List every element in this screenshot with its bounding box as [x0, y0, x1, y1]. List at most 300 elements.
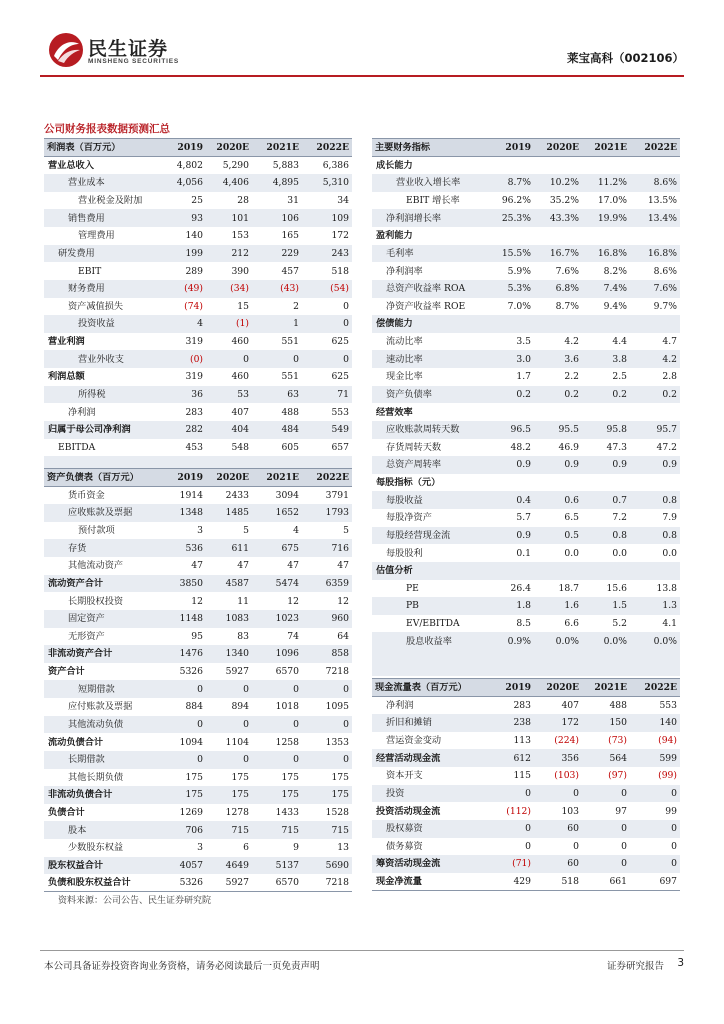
row-label: EBIT — [44, 262, 160, 280]
table-cell: 5,883 — [252, 157, 302, 175]
table-cell: 0 — [160, 716, 206, 734]
row-label: 总资产周转率 — [372, 456, 488, 474]
table-cell: 8.6% — [630, 262, 680, 280]
financial-ratios-table — [372, 138, 680, 676]
table-cell: 6.5 — [534, 509, 582, 527]
row-label: 营业利润 — [44, 333, 160, 351]
table-row — [372, 315, 680, 333]
table-cell: 47 — [252, 557, 302, 575]
table-cell: 18.7 — [534, 580, 582, 598]
table-row — [372, 280, 680, 298]
table-cell: 319 — [160, 368, 206, 386]
table-cell: 518 — [534, 873, 582, 891]
table-cell: 95 — [160, 628, 206, 646]
table-cell: 140 — [630, 714, 680, 732]
table-cell: 3.5 — [488, 333, 534, 351]
table-cell: 5.7 — [488, 509, 534, 527]
table-cell: 13.4% — [630, 209, 680, 227]
table-cell: 106 — [252, 209, 302, 227]
table-cell: 47 — [302, 557, 352, 575]
table-cell: 716 — [302, 539, 352, 557]
table-cell: 4587 — [206, 575, 252, 593]
table-cell: 282 — [160, 421, 206, 439]
table-cell: 488 — [252, 403, 302, 421]
table-row — [372, 580, 680, 598]
table-row — [372, 209, 680, 227]
table-cell: 536 — [160, 539, 206, 557]
table-row — [44, 645, 352, 663]
table-cell: (43) — [252, 280, 302, 298]
table-cell: 6.8% — [534, 280, 582, 298]
table-cell: 7218 — [302, 663, 352, 681]
table-cell: 0.0 — [630, 544, 680, 562]
table-cell: 175 — [252, 769, 302, 787]
table-cell: 2433 — [206, 487, 252, 505]
table-cell: 0.9 — [534, 456, 582, 474]
table-cell: 199 — [160, 245, 206, 263]
table-cell: 429 — [488, 873, 534, 891]
table-cell: 115 — [488, 767, 534, 785]
table-cell: 1528 — [302, 804, 352, 822]
table-cell: 4,895 — [252, 174, 302, 192]
row-label: 净资产收益率 ROE — [372, 298, 488, 316]
table-cell: 4.1 — [630, 615, 680, 633]
row-label: 所得税 — [44, 386, 160, 404]
table-cell: 0.6 — [534, 491, 582, 509]
row-label: 股权募资 — [372, 820, 488, 838]
year-header: 2022E — [630, 679, 680, 697]
spacer-cell — [372, 650, 488, 676]
page-header — [40, 28, 684, 76]
header-divider — [40, 75, 684, 77]
table-row — [44, 192, 352, 210]
table-cell: 5.9% — [488, 262, 534, 280]
row-label: 估值分析 — [372, 562, 488, 580]
row-label: 现金净流量 — [372, 873, 488, 891]
row-label: 总资产收益率 ROA — [372, 280, 488, 298]
table-cell: 551 — [252, 333, 302, 351]
table-row — [372, 491, 680, 509]
table-cell: 0 — [488, 820, 534, 838]
table-cell: 1104 — [206, 733, 252, 751]
table-cell: 4 — [160, 315, 206, 333]
left-financial-table — [44, 138, 352, 482]
table-cell: 25 — [160, 192, 206, 210]
table-cell: 2.2 — [534, 368, 582, 386]
footer-label: 证券研究报告 — [606, 961, 664, 972]
table-cell: 165 — [252, 227, 302, 245]
row-label: 资产减值损失 — [44, 298, 160, 316]
table-cell: 0.8 — [630, 491, 680, 509]
table-cell: 96.5 — [488, 421, 534, 439]
company-logo — [48, 32, 208, 72]
table-cell: 453 — [160, 439, 206, 457]
row-label: 筹资活动现金流 — [372, 855, 488, 873]
table-cell: 4.7 — [630, 333, 680, 351]
table-cell: 0.9% — [488, 632, 534, 650]
row-label: 预付款项 — [44, 522, 160, 540]
row-label: 营业总收入 — [44, 157, 160, 175]
table-row — [44, 298, 352, 316]
table-cell: 140 — [160, 227, 206, 245]
row-label: 净利润 — [372, 697, 488, 715]
table-cell: 9 — [252, 839, 302, 857]
table-cell: 0 — [582, 838, 630, 856]
cashflow-title: 现金流量表（百万元） — [372, 679, 488, 697]
table-cell: 47.3 — [582, 439, 630, 457]
table-row — [44, 439, 352, 457]
table-cell: 6359 — [302, 575, 352, 593]
balance-body — [44, 487, 352, 892]
table-cell: 16.8% — [630, 245, 680, 263]
year-header: 2022E — [302, 139, 352, 157]
table-cell: 1269 — [160, 804, 206, 822]
table-row — [44, 227, 352, 245]
table-row — [44, 487, 352, 505]
table-cell — [582, 157, 630, 175]
row-label: 盈利能力 — [372, 227, 488, 245]
table-cell: 47.2 — [630, 439, 680, 457]
table-row — [372, 157, 680, 175]
table-cell: 0 — [252, 680, 302, 698]
table-cell: 13.8 — [630, 580, 680, 598]
table-row — [44, 157, 352, 175]
table-row — [372, 820, 680, 838]
balance-title: 资产负债表（百万元） — [44, 469, 160, 487]
table-cell — [534, 562, 582, 580]
table-cell: 175 — [252, 786, 302, 804]
table-row — [44, 769, 352, 787]
footer-disclaimer: 本公司具备证券投资咨询业务资格，请务必阅读最后一页免责声明 — [44, 961, 320, 972]
table-cell: 1793 — [302, 504, 352, 522]
table-cell: 6570 — [252, 663, 302, 681]
table-cell: 1476 — [160, 645, 206, 663]
table-cell: 8.7% — [488, 174, 534, 192]
table-cell: 3 — [160, 522, 206, 540]
table-cell: 12 — [160, 592, 206, 610]
table-cell: (49) — [160, 280, 206, 298]
table-cell: 697 — [630, 873, 680, 891]
table-cell: 4057 — [160, 857, 206, 875]
row-label: 管理费用 — [44, 227, 160, 245]
row-label: 无形资产 — [44, 628, 160, 646]
row-label: 长期借款 — [44, 751, 160, 769]
table-cell: 1148 — [160, 610, 206, 628]
table-cell: 4,406 — [206, 174, 252, 192]
table-cell: 1 — [252, 315, 302, 333]
table-row — [372, 544, 680, 562]
table-cell: 0 — [302, 716, 352, 734]
table-cell: 175 — [206, 769, 252, 787]
table-cell: 103 — [534, 802, 582, 820]
table-cell — [630, 403, 680, 421]
table-cell — [488, 315, 534, 333]
table-cell: 1433 — [252, 804, 302, 822]
table-cell: 1.3 — [630, 597, 680, 615]
table-cell: 7218 — [302, 874, 352, 892]
table-cell — [630, 157, 680, 175]
year-header: 2020E — [206, 469, 252, 487]
table-row — [44, 821, 352, 839]
table-cell: 407 — [534, 697, 582, 715]
table-cell: 0 — [534, 838, 582, 856]
table-cell: 661 — [582, 873, 630, 891]
table-cell: 153 — [206, 227, 252, 245]
table-cell — [630, 315, 680, 333]
table-cell: (71) — [488, 855, 534, 873]
table-cell: 3 — [160, 839, 206, 857]
section-title: 公司财务报表数据预测汇总 — [44, 123, 170, 135]
table-cell: 0.8 — [582, 527, 630, 545]
table-row — [44, 874, 352, 892]
row-label: 财务费用 — [44, 280, 160, 298]
table-cell: 1914 — [160, 487, 206, 505]
table-cell: 6570 — [252, 874, 302, 892]
table-cell: 175 — [160, 786, 206, 804]
table-row — [44, 174, 352, 192]
row-label: 偿债能力 — [372, 315, 488, 333]
table-cell: 48.2 — [488, 439, 534, 457]
table-cell: 0 — [302, 315, 352, 333]
row-label: 每股净资产 — [372, 509, 488, 527]
table-cell: 95.8 — [582, 421, 630, 439]
row-label: 现金比率 — [372, 368, 488, 386]
row-label: 非流动资产合计 — [44, 645, 160, 663]
table-row — [44, 839, 352, 857]
row-label: 营业成本 — [44, 174, 160, 192]
table-cell: 0 — [206, 350, 252, 368]
table-cell: 5 — [206, 522, 252, 540]
cashflow-table — [372, 678, 680, 891]
table-row — [44, 857, 352, 875]
row-label: EV/EBITDA — [372, 615, 488, 633]
table-cell — [582, 474, 630, 492]
table-cell: 109 — [302, 209, 352, 227]
table-cell: (54) — [302, 280, 352, 298]
row-label: 流动资产合计 — [44, 575, 160, 593]
table-cell: 71 — [302, 386, 352, 404]
table-cell: 894 — [206, 698, 252, 716]
table-cell: 172 — [302, 227, 352, 245]
table-row — [44, 315, 352, 333]
table-cell — [630, 474, 680, 492]
table-cell: 3850 — [160, 575, 206, 593]
table-row — [44, 333, 352, 351]
table-cell: 28 — [206, 192, 252, 210]
table-row — [372, 456, 680, 474]
table-cell: 1094 — [160, 733, 206, 751]
table-cell: 3.6 — [534, 350, 582, 368]
table-row — [44, 403, 352, 421]
table-cell: 0 — [206, 680, 252, 698]
table-cell — [630, 562, 680, 580]
table-cell: (0) — [160, 350, 206, 368]
table-cell: 0 — [252, 716, 302, 734]
table-cell: 0.2 — [488, 386, 534, 404]
table-row — [372, 245, 680, 263]
table-cell: 19.9% — [582, 209, 630, 227]
table-row — [44, 733, 352, 751]
table-cell: 0 — [302, 298, 352, 316]
row-label: 资产负债率 — [372, 386, 488, 404]
table-row — [372, 597, 680, 615]
table-cell: 17.0% — [582, 192, 630, 210]
row-label: 股东权益合计 — [44, 857, 160, 875]
table-cell: 549 — [302, 421, 352, 439]
table-cell: 5137 — [252, 857, 302, 875]
table-cell: 9.7% — [630, 298, 680, 316]
table-row — [44, 663, 352, 681]
table-cell: 0.9 — [488, 527, 534, 545]
table-row — [372, 714, 680, 732]
ratios-body — [372, 157, 680, 677]
table-cell: 9.4% — [582, 298, 630, 316]
minsheng-logo-icon — [48, 32, 84, 68]
row-label: PE — [372, 580, 488, 598]
spacer-cell — [582, 650, 630, 676]
row-label: 投资收益 — [44, 315, 160, 333]
year-header: 2021E — [252, 139, 302, 157]
table-cell: 0 — [582, 855, 630, 873]
table-cell: 0 — [160, 680, 206, 698]
table-cell — [582, 562, 630, 580]
table-cell: 2.8 — [630, 368, 680, 386]
table-row — [372, 403, 680, 421]
table-cell: 612 — [488, 749, 534, 767]
row-label: 其他流动资产 — [44, 557, 160, 575]
table-row — [372, 562, 680, 580]
year-header: 2020E — [534, 679, 582, 697]
table-cell: 60 — [534, 820, 582, 838]
table-row — [44, 522, 352, 540]
table-cell: 113 — [488, 732, 534, 750]
table-row — [44, 245, 352, 263]
table-cell: 7.6% — [630, 280, 680, 298]
table-cell: 1652 — [252, 504, 302, 522]
row-label: EBITDA — [44, 439, 160, 457]
table-cell: 8.5 — [488, 615, 534, 633]
table-cell: 0 — [582, 785, 630, 803]
table-cell: 172 — [534, 714, 582, 732]
table-cell — [582, 227, 630, 245]
row-label: 成长能力 — [372, 157, 488, 175]
table-cell: 0 — [206, 751, 252, 769]
table-row — [372, 227, 680, 245]
company-ticker: 莱宝高科（002106） — [566, 51, 684, 65]
table-row — [372, 368, 680, 386]
table-cell: 289 — [160, 262, 206, 280]
table-cell: 5,290 — [206, 157, 252, 175]
row-label: 销售费用 — [44, 209, 160, 227]
table-cell: 0.1 — [488, 544, 534, 562]
table-row — [372, 174, 680, 192]
spacer-cell — [630, 650, 680, 676]
spacer-cell — [488, 650, 534, 676]
table-row — [372, 350, 680, 368]
table-cell: 460 — [206, 368, 252, 386]
income-header-row — [44, 139, 352, 157]
year-header: 2020E — [206, 139, 252, 157]
row-label: 营业外收支 — [44, 350, 160, 368]
table-cell: 715 — [302, 821, 352, 839]
table-cell: 715 — [252, 821, 302, 839]
row-label: 折旧和摊销 — [372, 714, 488, 732]
table-cell: 96.2% — [488, 192, 534, 210]
table-row — [372, 697, 680, 715]
table-cell — [534, 474, 582, 492]
table-cell: 47 — [206, 557, 252, 575]
table-cell: 625 — [302, 333, 352, 351]
table-row — [372, 615, 680, 633]
row-label: 存货周转天数 — [372, 439, 488, 457]
table-cell: 0.7 — [582, 491, 630, 509]
table-cell: 64 — [302, 628, 352, 646]
table-cell: 16.8% — [582, 245, 630, 263]
table-cell: 13 — [302, 839, 352, 857]
table-cell: 12 — [302, 592, 352, 610]
table-cell: 0 — [630, 785, 680, 803]
table-cell: 175 — [302, 769, 352, 787]
table-cell: 35.2% — [534, 192, 582, 210]
source-note: 资料来源：公司公告、民生证券研究院 — [58, 896, 212, 906]
table-cell: 611 — [206, 539, 252, 557]
table-cell: 0 — [252, 350, 302, 368]
table-row — [372, 632, 680, 650]
table-cell: 4 — [252, 522, 302, 540]
table-cell: (94) — [630, 732, 680, 750]
table-row — [372, 421, 680, 439]
table-cell: 1258 — [252, 733, 302, 751]
row-label: 存货 — [44, 539, 160, 557]
row-label: 股本 — [44, 821, 160, 839]
year-header: 2020E — [534, 139, 582, 157]
table-cell — [488, 562, 534, 580]
table-row — [372, 474, 680, 492]
table-cell: 5 — [302, 522, 352, 540]
table-row — [44, 386, 352, 404]
balance-sheet-table — [44, 468, 352, 892]
table-cell: 16.7% — [534, 245, 582, 263]
row-label: 利润总额 — [44, 368, 160, 386]
table-cell: 5.2 — [582, 615, 630, 633]
table-cell: 0.9 — [630, 456, 680, 474]
table-cell: 0 — [160, 751, 206, 769]
table-cell: 0 — [488, 785, 534, 803]
table-cell: 5927 — [206, 874, 252, 892]
footer-divider — [40, 950, 684, 951]
table-cell — [488, 474, 534, 492]
year-header: 2021E — [252, 469, 302, 487]
table-row — [44, 751, 352, 769]
row-label: 投资 — [372, 785, 488, 803]
table-cell: 564 — [582, 749, 630, 767]
table-cell: 548 — [206, 439, 252, 457]
table-cell: 0.0 — [534, 544, 582, 562]
table-row — [44, 628, 352, 646]
logo-chinese-name: 民生证券 — [88, 38, 169, 60]
table-cell: 175 — [206, 786, 252, 804]
spacer-cell — [534, 650, 582, 676]
year-header: 2021E — [582, 679, 630, 697]
table-cell: 7.4% — [582, 280, 630, 298]
row-label: 债务募资 — [372, 838, 488, 856]
table-cell: 74 — [252, 628, 302, 646]
table-cell: 4.2 — [630, 350, 680, 368]
row-label: PB — [372, 597, 488, 615]
table-row — [372, 527, 680, 545]
table-cell: 0 — [582, 820, 630, 838]
table-cell: 4.2 — [534, 333, 582, 351]
